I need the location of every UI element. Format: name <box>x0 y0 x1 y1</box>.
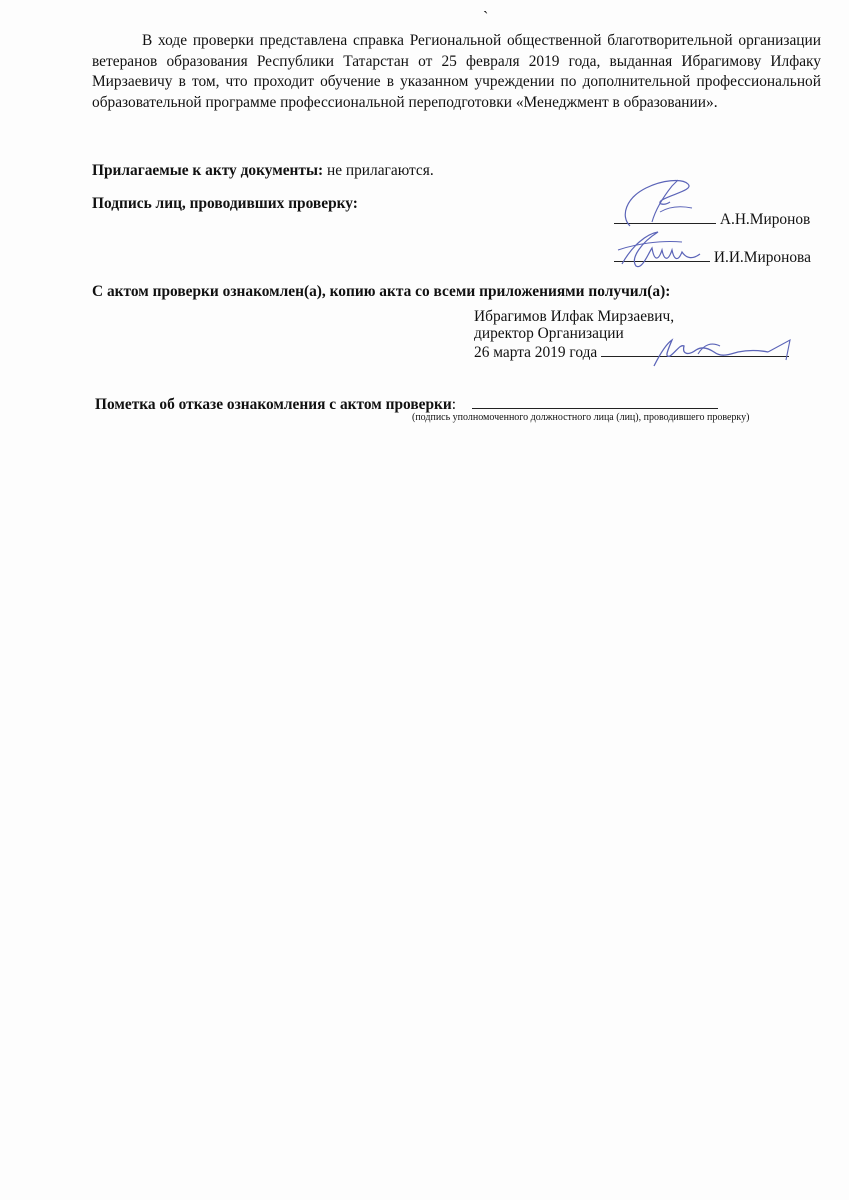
recipient-date: 26 марта 2019 года <box>474 344 598 361</box>
inspector-2-name: И.И.Миронова <box>713 249 811 266</box>
refusal-caption: (подпись уполномоченного должностного лица (лиц), проводившего проверку) <box>412 412 750 423</box>
paragraph-text: В ходе проверки представлена справка Региональной общественной благотворительной организации ветеранов образования Республики Татарстан от 25 февраля 2019 года, выданная Ибрагимову Илфаку Мирзаевичу в том, что проходит обучение в указанном учреждении по дополнительной профессиональной образовательной программе профессиональной переподготовки «Менеджмент в образовании». <box>92 32 821 111</box>
refusal-label: Пометка об отказе ознакомления с актом проверки <box>95 396 452 413</box>
recipient-position: директор Организации <box>474 325 624 342</box>
refusal-colon: : <box>451 396 457 413</box>
recipient-signature-icon <box>640 332 800 372</box>
top-mark: ` <box>483 9 489 26</box>
attachments-value: не прилагаются. <box>323 162 434 179</box>
inspection-paragraph <box>92 31 821 113</box>
inspector-2-signature-icon <box>612 224 708 274</box>
inspector-1-name: А.Н.Миронов <box>719 211 811 228</box>
inspectors-label: Подпись лиц, проводивших проверку: <box>92 195 358 212</box>
refusal-signature-line <box>472 394 718 409</box>
recipient-name: Ибрагимов Илфак Мирзаевич, <box>474 308 675 325</box>
attachments-line <box>92 161 434 181</box>
acknowledgement-label: С актом проверки ознакомлен(а), копию акта со всеми приложениями получил(а): <box>92 283 671 300</box>
attachments-label: Прилагаемые к акту документы: <box>92 162 324 179</box>
